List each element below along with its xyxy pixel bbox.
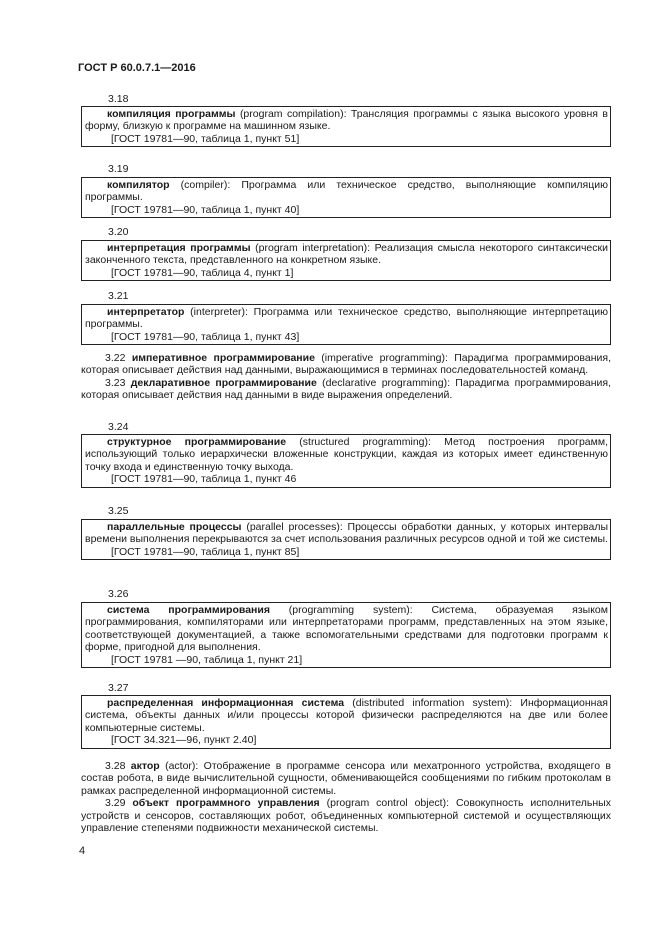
term: компиляция программы: [107, 108, 236, 120]
entry-number: 3.20: [108, 226, 129, 238]
plain-definitions: [81, 352, 611, 402]
definition-box: [81, 304, 611, 345]
reference: [ГОСТ 19781—90, таблица 4, пункт 1]: [111, 266, 294, 279]
definition: (program interpretation): Реализация смысла некоторого синтаксически законченного текста, представленного на конкретном языке.: [85, 242, 608, 267]
reference: [ГОСТ 19781—90, таблица 1, пункт 43]: [111, 330, 300, 343]
definition: (imperative programming): Парадигма программирования, которая описывает действия над данными, выражающимися в терминах последовательностей команд.: [81, 352, 611, 377]
term: структурное программирование: [107, 436, 287, 448]
entry-number: 3.23: [105, 376, 126, 389]
page-number: 4: [79, 845, 86, 857]
entry-number: 3.27: [108, 682, 129, 694]
entry-number: 3.29: [105, 797, 126, 810]
term: объект программного управления: [132, 797, 320, 810]
term: декларативное программирование: [130, 376, 317, 389]
term: актор: [130, 760, 160, 772]
term: параллельные процессы: [107, 521, 242, 533]
reference: [ГОСТ 19781—90, таблица 1, пункт 46: [111, 473, 297, 486]
reference: [ГОСТ 19781—90, таблица 1, пункт 40]: [111, 203, 300, 216]
term: распределенная информационная система: [107, 697, 345, 709]
definition: (structured programming): Метод построения программ, использующий только иерархически вложенные конструкции, каждая из которых имеет единственную точку входа и единственную точку выхода.: [85, 436, 608, 473]
entry-number: 3.22: [105, 352, 126, 364]
reference: [ГОСТ 19781 —90, таблица 1, пункт 21]: [111, 653, 303, 666]
entry-number: 3.24: [108, 421, 129, 433]
entry-number: 3.21: [108, 290, 129, 302]
entry-number: 3.18: [108, 93, 129, 105]
definition-box: [81, 106, 611, 147]
reference: [ГОСТ 34.321—96, пункт 2.40]: [111, 734, 257, 747]
definition: (parallel processes): Процессы обработки данных, у которых интервалы времени выполнения перекрываются за счет использования различных ресурсов одной и той же системы.: [85, 521, 608, 546]
term: императивное программирование: [131, 352, 315, 364]
definition: (program control object): Совокупность исполнительных устройств и сенсоров, составляющих робот, объединенных компьютерной системой и осуществляющих управление степенями подвижности механической системы.: [81, 797, 611, 835]
definition: (program compilation): Трансляция программы с языка высокого уровня в форму, близкую к программе на машинном языке.: [85, 108, 608, 133]
reference: [ГОСТ 19781—90, таблица 1, пункт 51]: [111, 132, 300, 145]
term: система программирования: [107, 604, 270, 616]
entry-number: 3.25: [108, 505, 129, 517]
term: компилятор: [107, 179, 170, 191]
term: интерпретатор: [107, 306, 185, 318]
entry-number: 3.19: [108, 163, 129, 175]
entry-number: 3.28: [105, 760, 126, 772]
definition-box: [81, 602, 611, 668]
definition: (compiler): Программа или техническое средство, выполняющие компиляцию программы.: [85, 179, 608, 204]
definition: (declarative programming): Парадигма программирования, которая описывает действия над данными в виде выражения определений.: [81, 376, 611, 402]
definition: (interpreter): Программа или техническое средство, выполняющие интерпретацию программы.: [85, 306, 608, 331]
definition-box: [81, 177, 611, 218]
definition-box: [81, 434, 611, 488]
document-header: ГОСТ Р 60.0.7.1—2016: [78, 62, 196, 74]
definition: (actor): Отображение в программе сенсора или мехатронного устройства, входящего в состав робота, в виде вычислительной сущности, обменивающейся сообщениями по гибким протоколам в рамках распределенной информационной системы.: [81, 760, 612, 797]
definition: (distributed information system): Информационная система, объекты данных и/или процессы которой физически распределяются на две или более компьютерные системы.: [85, 697, 608, 734]
definition-box: [81, 240, 611, 281]
definition: (programming system): Система, образуемая языком программирования, компиляторами или интерпретаторами программ, представленных на этом языке, соответствующей документацией, а также вспомогательными средствами для подготовки программ к форме, пригодной для выполнения.: [85, 604, 608, 654]
definition-box: [81, 695, 611, 749]
definition-box: [81, 519, 611, 560]
reference: [ГОСТ 19781—90, таблица 1, пункт 85]: [111, 545, 300, 558]
term: интерпретация программы: [107, 242, 251, 254]
plain-definitions: [81, 760, 611, 834]
entry-number: 3.26: [108, 588, 129, 600]
